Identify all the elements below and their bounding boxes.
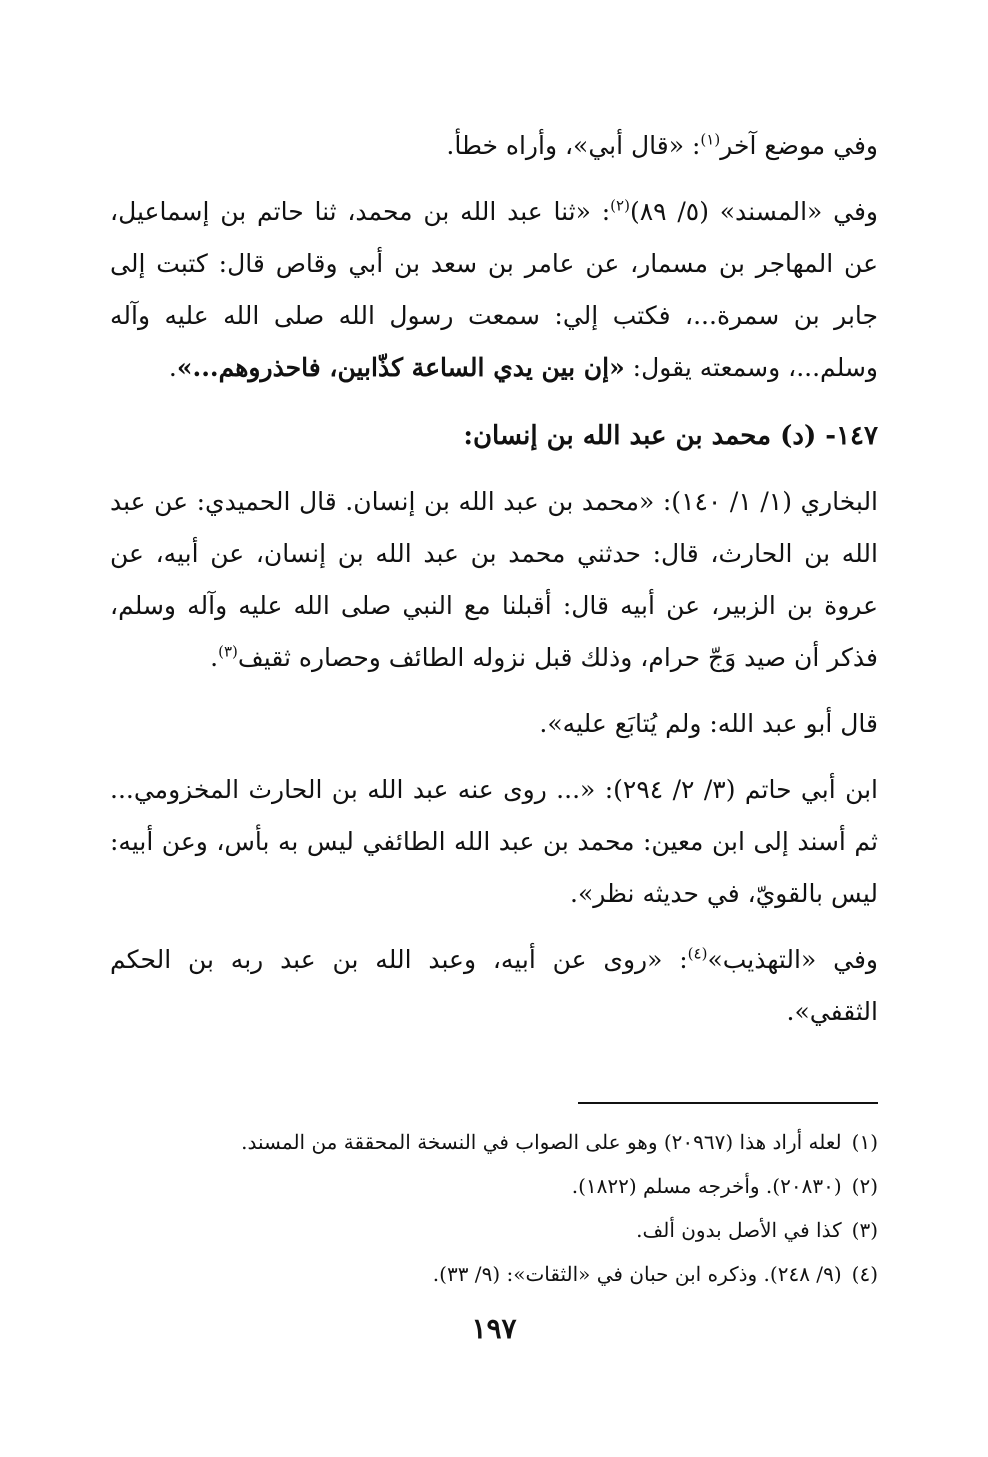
paragraph-6 bbox=[110, 934, 878, 1038]
p2-hadith-quote: «إن بين يدي الساعة كذّابين، فاحذروهم...» bbox=[176, 353, 625, 382]
footnote-number: (٣) bbox=[851, 1218, 878, 1242]
paragraph-1 bbox=[110, 120, 878, 172]
footnote-ref-2[interactable]: (٢) bbox=[610, 196, 630, 215]
p1-text-b: : «قال أبي»، وأراه خطأ. bbox=[446, 131, 701, 160]
p3-text: البخاري (١/ ١/ ١٤٠): «محمد بن عبد الله بن إنسان. قال الحميدي: عن عبد الله بن الحارث، قال: حدثني محمد بن عبد الله بن إنسان، عن أبيه، عن عروة بن الزبير، عن أبيه قال: أقبلنا مع النبي صلى الله عليه وآله وسلم، فذكر أن صيد وَجّ حرام، وذلك قبل نزوله الطائف وحصاره ثقيف bbox=[110, 487, 879, 672]
footnote-number: (٢) bbox=[851, 1174, 878, 1198]
entry-heading: ١٤٧- (د) محمد بن عبد الله بن إنسان: bbox=[463, 421, 878, 451]
paragraph-2 bbox=[110, 186, 878, 394]
footnote-ref-3[interactable]: (٣) bbox=[218, 642, 238, 661]
footnote-text: لعله أراد هذا (٢٠٩٦٧) وهو على الصواب في النسخة المحققة من المسند. bbox=[241, 1130, 842, 1154]
footnote-ref-4[interactable]: (٤) bbox=[687, 944, 708, 963]
footnote-ref-1[interactable]: (١) bbox=[700, 130, 721, 149]
footnote-separator bbox=[578, 1102, 878, 1104]
footnote-number: (٤) bbox=[851, 1262, 878, 1286]
footnote-text: (٩/ ٢٤٨). وذكره ابن حبان في «الثقات»: (٩/ ٣٣). bbox=[432, 1262, 842, 1286]
paragraph-4: قال أبو عبد الله: ولم يُتابَع عليه». bbox=[539, 709, 878, 738]
footnote-4 bbox=[150, 1252, 878, 1296]
p2-text-b: : «ثنا عبد الله بن محمد، ثنا حاتم بن إسماعيل، عن المهاجر بن مسمار، عن عامر بن سعد بن أبي وقاص قال: كتبت إلى جابر بن سمرة...، فكتب إلي: سمعت رسول الله صلى الله عليه وآله وسلم...، وسمعته يقول: bbox=[110, 197, 878, 382]
main-text bbox=[110, 120, 878, 1038]
footnotes bbox=[150, 1120, 878, 1296]
paragraph-5: ابن أبي حاتم (٣/ ٢/ ٢٩٤): «... روى عنه عبد الله بن الحارث المخزومي... ثم أسند إلى ابن معين: محمد بن عبد الله الطائفي ليس به بأس، وعن أبيه: ليس بالقويّ، في حديثه نظر». bbox=[110, 775, 879, 908]
footnote-text: (٢٠٨٣٠). وأخرجه مسلم (١٨٢٢). bbox=[571, 1174, 842, 1198]
footnote-2 bbox=[150, 1164, 878, 1208]
footnote-1 bbox=[150, 1120, 878, 1164]
footnote-number: (١) bbox=[851, 1130, 878, 1154]
page-number: ١٩٧ bbox=[471, 1312, 517, 1345]
p2-text-a: وفي «المسند» (٥/ ٨٩) bbox=[629, 197, 878, 226]
p2-text-end: . bbox=[168, 353, 177, 382]
footnote-text: كذا في الأصل بدون ألف. bbox=[636, 1218, 842, 1242]
p3-end: . bbox=[210, 643, 219, 672]
footnote-3 bbox=[150, 1208, 878, 1252]
p1-text-a: وفي موضع آخر bbox=[720, 131, 878, 160]
p6-text-b: : «روى عن أبيه، وعبد الله بن عبد ربه بن الحكم الثقفي». bbox=[110, 945, 878, 1026]
p6-text-a: وفي «التهذيب» bbox=[707, 945, 878, 974]
paragraph-3 bbox=[110, 476, 878, 684]
